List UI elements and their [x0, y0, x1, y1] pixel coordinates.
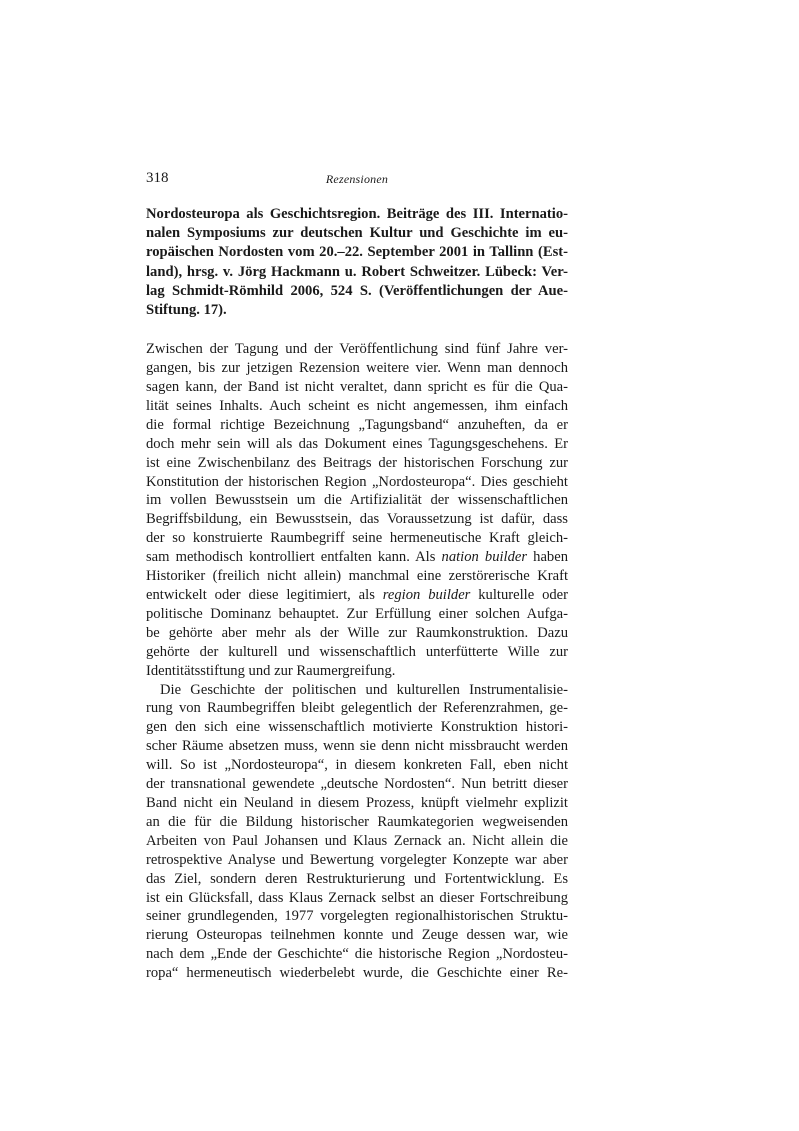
text-line — [146, 548, 568, 567]
text-line: sagen kann, der Band ist nicht veraltet, dann spricht es für die Qua- — [146, 379, 568, 396]
text-line: lität seines Inhalts. Auch scheint es nicht angemessen, ihm einfach — [146, 397, 568, 414]
text-line: Konstitution der historischen Region „Nordosteuropa“. Dies geschieht — [146, 473, 568, 490]
heading-line: nalen Symposiums zur deutschen Kultur und Geschichte im eu- — [146, 225, 568, 242]
text-line: Historiker (freilich nicht allein) manchmal eine zerstörerische Kraft — [146, 568, 568, 585]
text-line: die formal richtige Bezeichnung „Tagungsband“ anzuheften, da er — [146, 416, 568, 433]
text-line: rung von Raumbegriffen bleibt gelegentlich der Referenzrahmen, ge- — [146, 700, 568, 717]
paragraph-1 — [146, 340, 568, 680]
text-line: im vollen Bewusstsein um die Artifizialität der wissenschaftlichen — [146, 492, 568, 509]
text-line: Die Geschichte der politischen und kulturellen Instrumentalisie- — [160, 681, 568, 698]
text-line: gen den sich eine wissenschaftlich motivierte Konstruktion histori- — [146, 719, 568, 736]
italic-term: nation builder — [441, 549, 528, 566]
italic-term: region builder — [382, 587, 471, 603]
heading-line: lag Schmidt-Römhild 2006, 524 S. (Veröffentlichungen der Aue- — [146, 282, 568, 299]
text-line: politische Dominanz behauptet. Zur Erfüllung einer solchen Aufga- — [146, 605, 568, 622]
text-line: retrospektive Analyse und Bewertung vorgelegter Konzepte war aber — [146, 851, 568, 868]
page-number: 318 — [146, 170, 169, 186]
text-segment: sam methodisch kontrolliert entfalten kann. Als — [146, 549, 442, 566]
text-line: an die für die Bildung historischer Raumkategorien wegweisenden — [146, 813, 568, 830]
text-line: rierung Osteuropas teilnehmen konnte und Zeuge dessen war, wie — [146, 927, 568, 944]
text-line: Begriffsbildung, ein Bewusstsein, das Voraussetzung ist dafür, dass — [146, 511, 568, 528]
text-line: ist ein Glücksfall, dass Klaus Zernack selbst an dieser Fortschreibung — [146, 889, 568, 906]
text-segment: haben — [527, 549, 568, 566]
text-line: nach dem „Ende der Geschichte“ die historische Region „Nordosteu- — [146, 946, 568, 963]
text-line: Band nicht ein Neuland in diesem Prozess, knüpft vielmehr explizit — [146, 794, 568, 811]
text-line: be gehörte aber mehr als der Wille zur Raumkonstruktion. Dazu — [146, 624, 568, 641]
heading-line: land), hrsg. v. Jörg Hackmann u. Robert Schweitzer. Lübeck: Ver- — [146, 263, 568, 280]
book-page — [146, 170, 568, 983]
text-line: der transnational gewendete „deutsche Nordosten“. Nun betritt dieser — [146, 776, 568, 793]
text-line: ropa“ hermeneutisch wiederbelebt wurde, die Geschichte einer Re- — [146, 965, 568, 982]
section-title: Rezensionen — [325, 172, 389, 186]
text-line: gangen, bis zur jetzigen Rezension weitere vier. Wenn man dennoch — [146, 360, 568, 377]
review-bibliographic-heading — [146, 205, 568, 320]
text-line: der so konstruierte Raumbegriff seine hermeneutische Kraft gleich- — [146, 530, 568, 547]
text-line: will. So ist „Nordosteuropa“, in diesem konkreten Fall, eben nicht — [146, 757, 568, 774]
text-line: ist eine Zwischenbilanz des Beitrags der historischen Forschung zur — [146, 454, 568, 471]
text-line: Zwischen der Tagung und der Veröffentlichung sind fünf Jahre ver- — [146, 341, 568, 358]
text-segment: kulturelle oder — [470, 587, 568, 603]
running-header — [146, 170, 568, 192]
text-line: gehörte der kulturell und wissenschaftlich unterfütterte Wille zur — [146, 643, 568, 660]
text-line: seiner grundlegenden, 1977 vorgelegten regionalhistorischen Struktu- — [146, 908, 568, 925]
text-line — [146, 586, 568, 605]
text-line: Identitätsstiftung und zur Raumergreifung. — [146, 662, 396, 679]
text-line: scher Räume absetzen muss, wenn sie denn nicht missbraucht werden — [146, 738, 568, 755]
text-line: das Ziel, sondern deren Restrukturierung und Fortentwicklung. Es — [146, 870, 568, 887]
text-segment: entwickelt oder diese legitimiert, als — [146, 587, 383, 603]
paragraph-2 — [146, 681, 568, 984]
text-line: doch mehr sein will als das Dokument eines Tagungsgeschehens. Er — [146, 435, 568, 452]
heading-line: Nordosteuropa als Geschichtsregion. Beiträge des III. Internatio- — [146, 206, 568, 222]
heading-line: ropäischen Nordosten vom 20.–22. September 2001 in Tallinn (Est- — [146, 244, 568, 261]
heading-line: Stiftung. 17). — [146, 302, 227, 319]
text-line: Arbeiten von Paul Johansen und Klaus Zernack an. Nicht allein die — [146, 832, 568, 849]
